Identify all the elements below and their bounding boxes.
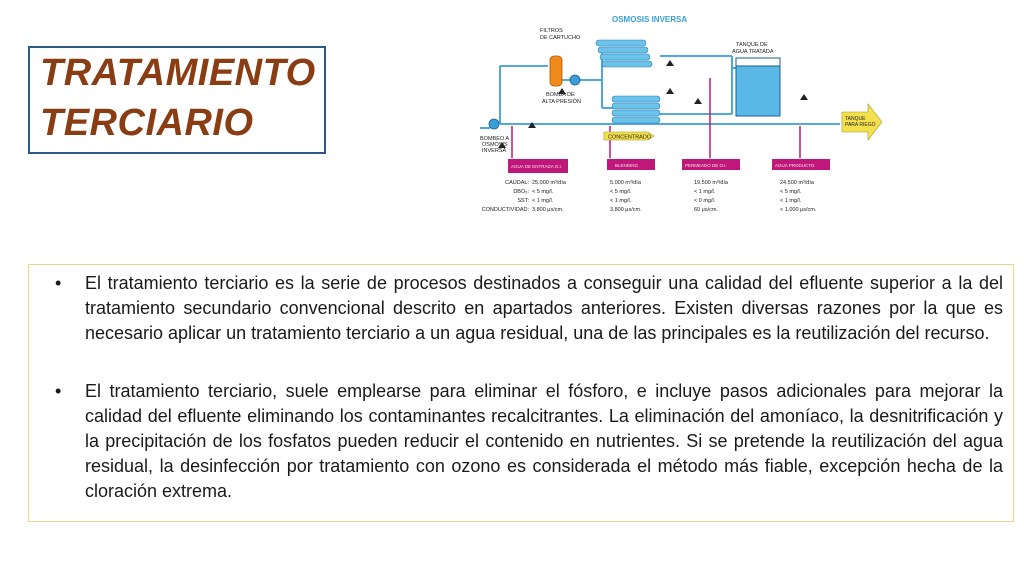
value-cell: < 5 mg/l. <box>610 189 632 195</box>
diagram-header: OSMOSIS INVERSA <box>612 15 688 24</box>
values-col-0 <box>532 180 567 213</box>
values-col-2 <box>694 180 729 213</box>
bombeo-label-1: BOMBEO A <box>480 136 510 142</box>
value-cell: 3.800 μs/cm. <box>610 207 642 213</box>
box-label-0: AGUA DE ENTRADA O.I. <box>511 164 563 169</box>
riego-label-2: PARA RIEGO <box>845 122 876 128</box>
value-cell: 5.000 m³/día <box>610 180 641 186</box>
tanque-label-2: AGUA TRATADA <box>732 49 774 55</box>
value-cell: 3.800 μs/cm. <box>532 207 564 213</box>
bombeo-label-3: INVERSA <box>482 148 507 154</box>
osmosis-diagram <box>470 8 890 218</box>
filtros-label-1: FILTROS <box>540 28 563 34</box>
bullet-text-1: El tratamiento terciario es la serie de procesos destinados a conseguir una calidad del efluente superior a la del tratamiento secundario convencional descrito en apartados anteriores. Existen diversas razones por la que es necesario aplicar un tratamiento terciario a un agua residual, una de las principales es la reutilización del recurso. <box>85 273 1003 343</box>
tanque-label-1: TANQUE DE <box>736 42 768 48</box>
row-label-cond: CONDUCTIVIDAD: <box>481 207 529 213</box>
pipes <box>480 48 840 128</box>
bomba-label-2: ALTA PRESIÓN <box>542 99 581 105</box>
title-box <box>28 46 326 154</box>
value-cell: < 5 mg/l. <box>532 189 554 195</box>
value-cell: < 1.000 μs/cm. <box>780 207 817 213</box>
value-cell: < 1 mg/l. <box>694 189 716 195</box>
filtros-label-2: DE CARTUCHO <box>540 35 581 41</box>
value-cell: 19.500 m³/día <box>694 180 728 186</box>
title-line-2: TERCIARIO <box>40 102 254 144</box>
bullet-dot: • <box>55 273 62 293</box>
title-line-1: TRATAMIENTO <box>40 52 316 94</box>
row-label-caudal: CAUDAL: <box>505 180 529 186</box>
membrane-stack-top <box>596 40 652 67</box>
osmosis-diagram-svg <box>470 8 890 218</box>
bullet-item-1 <box>55 271 1003 346</box>
value-cell: 24.500 m³/día <box>780 180 814 186</box>
feed-pump-icon <box>489 119 499 129</box>
bullet-dot: • <box>55 381 62 401</box>
value-cell: < 0 mg/l. <box>694 198 716 204</box>
treated-water-tank <box>736 58 780 116</box>
bombeo-label-2: OSMOSIS <box>482 142 508 148</box>
value-cell: < 1 mg/l. <box>780 198 802 204</box>
value-cell: 25.000 m³/día <box>532 180 566 186</box>
high-pressure-pump-icon <box>570 75 580 85</box>
content-box <box>28 264 1014 522</box>
bullet-item-2 <box>55 379 1003 504</box>
row-label-dbo: DBO₅: <box>513 189 529 195</box>
membrane-stack-bottom <box>612 96 660 123</box>
box-label-2: PERMEADO DE O.I. <box>685 163 727 168</box>
row-label-sst: SST: <box>517 198 529 204</box>
riego-label-1: TANQUE <box>845 116 866 122</box>
concentrado-label: CONCENTRADO <box>608 134 652 141</box>
values-col-1 <box>610 180 642 213</box>
row-labels <box>482 180 530 213</box>
value-cell: < 5 mg/l. <box>780 189 802 195</box>
value-cell: < 1 mg/l. <box>532 198 554 204</box>
value-cell: 60 μs/cm. <box>694 207 718 213</box>
values-col-3 <box>780 180 817 213</box>
bullet-text-2: El tratamiento terciario, suele emplearse para eliminar el fósforo, e incluye pasos adicionales para mejorar la calidad del efluente eliminando los contaminantes recalcitrantes. La eliminación del amoníaco, la desnitrificación y la precipitación de los fosfatos pueden reducir el contenido en nutrientes. Si se pretende la reutilización del agua residual, la desinfección por tratamiento con ozono es considerada el método más fiable, excepción hecha de la cloración extrema. <box>85 381 1003 501</box>
value-cell: < 1 mg/l. <box>610 198 632 204</box>
cartridge-filter <box>550 56 562 86</box>
box-label-3: AGUA PRODUCTO <box>775 163 815 168</box>
box-label-1: BLENDING <box>615 163 639 168</box>
bomba-label-1: BOMBA DE <box>546 92 575 98</box>
